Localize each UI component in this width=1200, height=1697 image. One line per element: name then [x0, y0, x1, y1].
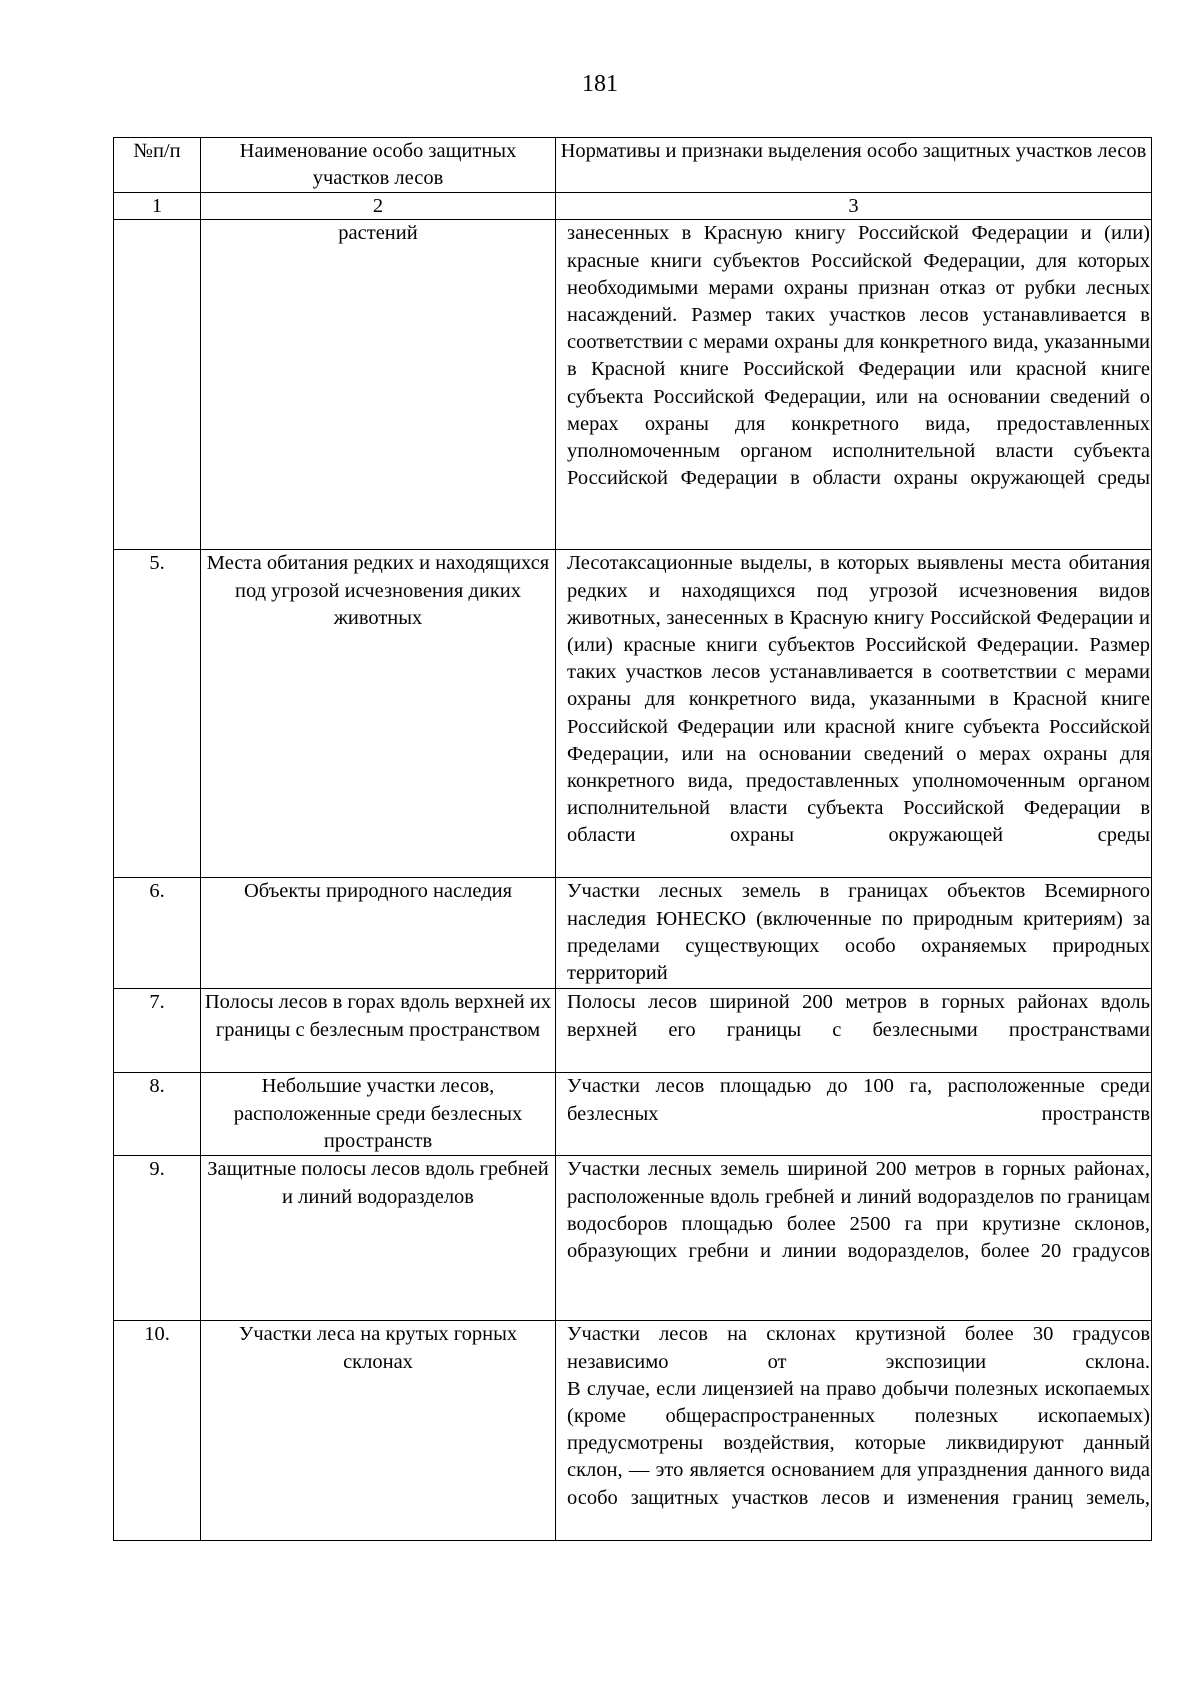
row-name: Объекты природного наследия: [201, 878, 556, 989]
header-name-cell: Наименование особо защитных участков лесов: [201, 138, 556, 193]
row-norms-paragraph: В случае, если лицензией на право добычи полезных ископаемых (кроме общераспространенных полезных ископаемых) предусмотрены воздействия, которые ликвидируют данный склон, — это является основанием для упразднения данного вида особо защитных участков лесов и изменения границ земель,: [567, 1377, 1150, 1509]
column-number-2: 2: [201, 193, 556, 220]
column-numbers-row: [114, 193, 1152, 220]
header-number-cell: №п/п: [114, 138, 201, 193]
row-number: 5.: [114, 550, 201, 878]
row-name: растений: [201, 220, 556, 550]
table-header-row: [114, 138, 1152, 193]
row-norms: Участки лесов площадью до 100 га, расположенные среди безлесных пространств: [556, 1073, 1152, 1156]
table-row: [114, 878, 1152, 989]
row-name: Полосы лесов в горах вдоль верхней их границы с безлесным пространством: [201, 989, 556, 1073]
column-number-1: 1: [114, 193, 201, 220]
norms-table: [113, 137, 1152, 1541]
row-number: 10.: [114, 1321, 201, 1541]
header-norms-cell: Нормативы и признаки выделения особо защитных участков лесов: [556, 138, 1152, 193]
row-norms: [556, 1321, 1152, 1541]
table-row: [114, 989, 1152, 1073]
row-number: 9.: [114, 1156, 201, 1321]
row-number: 8.: [114, 1073, 201, 1156]
row-number: 6.: [114, 878, 201, 989]
table-row: [114, 220, 1152, 550]
row-name: Небольшие участки лесов, расположенные среди безлесных пространств: [201, 1073, 556, 1156]
row-name: Участки леса на крутых горных склонах: [201, 1321, 556, 1541]
table-row: [114, 1156, 1152, 1321]
page-number: 181: [582, 71, 618, 97]
row-norms-paragraph: Участки лесов на склонах крутизной более 30 градусов независимо от экспозиции склона.: [567, 1323, 1150, 1373]
row-norms: Участки лесных земель в границах объектов Всемирного наследия ЮНЕСКО (включенные по природным критериям) за пределами существующих особо охраняемых природных территорий: [556, 878, 1152, 989]
row-norms: Участки лесных земель шириной 200 метров в горных районах, расположенные вдоль гребней и линий водоразделов по границам водосборов площадью более 2500 га при крутизне склонов, образующих гребни и линии водоразделов, более 20 градусов: [556, 1156, 1152, 1321]
row-norms: Полосы лесов шириной 200 метров в горных районах вдоль верхней его границы с безлесными пространствами: [556, 989, 1152, 1073]
table-row: [114, 1321, 1152, 1541]
table-row: [114, 550, 1152, 878]
row-name: Защитные полосы лесов вдоль гребней и линий водоразделов: [201, 1156, 556, 1321]
row-name: Места обитания редких и находящихся под угрозой исчезновения диких животных: [201, 550, 556, 878]
row-number: [114, 220, 201, 550]
row-norms: Лесотаксационные выделы, в которых выявлены места обитания редких и находящихся под угрозой исчезновения видов животных, занесенных в Красную книгу Российской Федерации и (или) красные книги субъектов Российской Федерации. Размер таких участков лесов устанавливается в соответствии с мерами охраны для конкретного вида, указанными в Красной книге Российской Федерации или красной книге субъекта Российской Федерации, или на основании сведений о мерах охраны для конкретного вида, предоставленных уполномоченным органом исполнительной власти субъекта Российской Федерации в области охраны окружающей среды: [556, 550, 1152, 878]
row-norms: занесенных в Красную книгу Российской Федерации и (или) красные книги субъектов Российской Федерации, для которых необходимыми мерами охраны признан отказ от рубки лесных насаждений. Размер таких участков лесов устанавливается в соответствии с мерами охраны для конкретного вида, указанными в Красной книге Российской Федерации или красной книге субъекта Российской Федерации, или на основании сведений о мерах охраны для конкретного вида, предоставленных уполномоченным органом исполнительной власти субъекта Российской Федерации в области охраны окружающей среды: [556, 220, 1152, 550]
table-row: [114, 1073, 1152, 1156]
column-number-3: 3: [556, 193, 1152, 220]
row-number: 7.: [114, 989, 201, 1073]
